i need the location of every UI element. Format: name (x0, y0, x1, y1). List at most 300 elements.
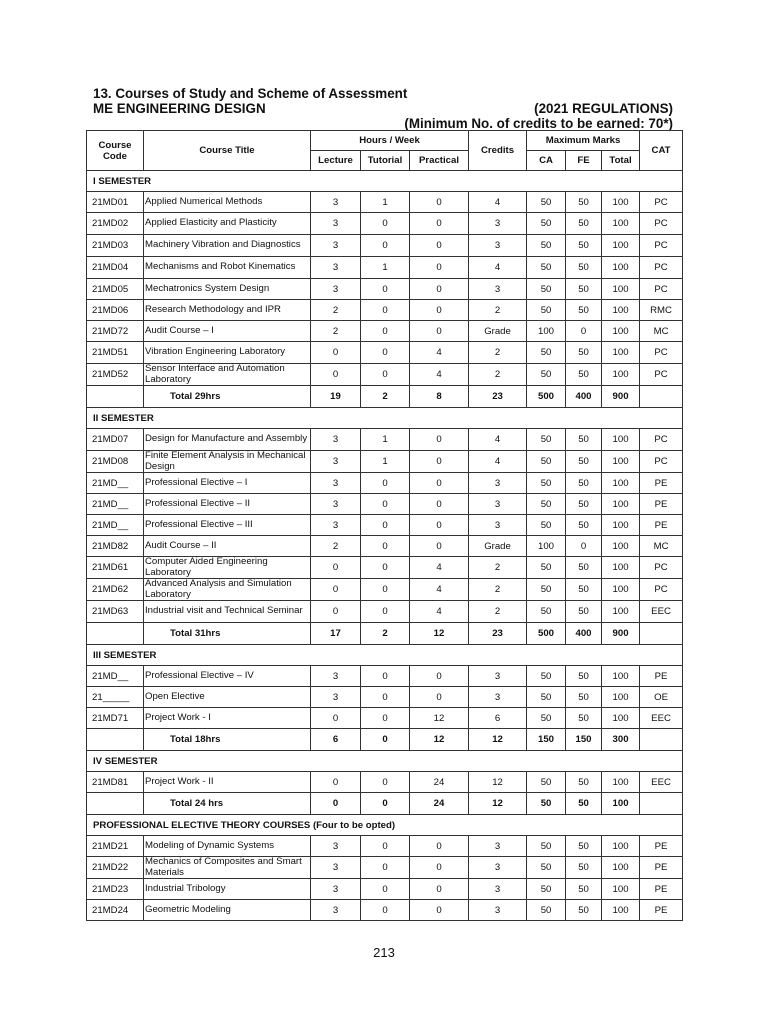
course-title-cell: Audit Course – II (144, 536, 311, 557)
tutorial-cell: 0 (361, 900, 410, 921)
practical-cell: 4 (410, 342, 469, 364)
ca-cell: 50 (527, 772, 566, 793)
lecture-cell: 3 (311, 879, 361, 900)
course-title-cell: Mechatronics System Design (144, 279, 311, 300)
total-cell: 100 (602, 601, 640, 623)
tutorial-cell: 0 (361, 557, 410, 579)
course-title-cell: Applied Elasticity and Plasticity (144, 213, 311, 235)
course-code-cell: 21MD05 (87, 279, 144, 300)
tutorial-cell: 0 (361, 235, 410, 257)
total-cell: 100 (602, 708, 640, 729)
table-row (87, 235, 683, 257)
table-row (87, 579, 683, 601)
lecture-cell: 0 (311, 557, 361, 579)
lecture-cell: 2 (311, 321, 361, 342)
total-row (87, 623, 683, 645)
practical-cell: 0 (410, 836, 469, 857)
total-cat-cell (640, 623, 683, 645)
credits-cell: 3 (469, 879, 527, 900)
page-number: 213 (373, 945, 395, 960)
table-row (87, 494, 683, 515)
table-row (87, 836, 683, 857)
cat-cell: PC (640, 257, 683, 279)
credits-cell: 3 (469, 687, 527, 708)
total-lecture-cell: 6 (311, 729, 361, 751)
col-course-title: Course Title (144, 131, 311, 171)
col-tutorial: Tutorial (361, 151, 410, 171)
course-code-cell: 21MD06 (87, 300, 144, 321)
course-title-cell: Finite Element Analysis in Mechanical Design (144, 451, 311, 473)
ca-cell: 50 (527, 342, 566, 364)
tutorial-cell: 0 (361, 836, 410, 857)
cat-cell: MC (640, 321, 683, 342)
section-header-row (87, 171, 683, 192)
course-scheme-table (86, 130, 683, 921)
practical-cell: 0 (410, 321, 469, 342)
col-course-code: Course Code (87, 131, 144, 171)
fe-cell: 50 (566, 429, 602, 451)
table-row (87, 879, 683, 900)
credits-cell: Grade (469, 536, 527, 557)
credits-cell: 3 (469, 473, 527, 494)
total-row (87, 729, 683, 751)
course-title-cell: Open Elective (144, 687, 311, 708)
fe-cell: 50 (566, 279, 602, 300)
cat-cell: PE (640, 900, 683, 921)
fe-cell: 50 (566, 579, 602, 601)
lecture-cell: 3 (311, 857, 361, 879)
total-practical-cell: 12 (410, 623, 469, 645)
tutorial-cell: 1 (361, 257, 410, 279)
fe-cell: 50 (566, 879, 602, 900)
col-cat: CAT (640, 131, 683, 171)
lecture-cell: 3 (311, 279, 361, 300)
course-code-cell: 21MD81 (87, 772, 144, 793)
cat-cell: RMC (640, 300, 683, 321)
cat-cell: PC (640, 557, 683, 579)
tutorial-cell: 0 (361, 666, 410, 687)
cat-cell: PE (640, 836, 683, 857)
total-label-cell: Total 24 hrs (144, 793, 311, 815)
ca-cell: 50 (527, 579, 566, 601)
total-fe-cell: 150 (566, 729, 602, 751)
course-code-cell: 21MD72 (87, 321, 144, 342)
course-code-cell: 21MD08 (87, 451, 144, 473)
lecture-cell: 2 (311, 300, 361, 321)
lecture-cell: 0 (311, 708, 361, 729)
practical-cell: 4 (410, 364, 469, 386)
credits-cell: Grade (469, 321, 527, 342)
total-cell: 100 (602, 666, 640, 687)
course-code-cell: 21MD24 (87, 900, 144, 921)
cat-cell: PE (640, 473, 683, 494)
table-row (87, 279, 683, 300)
total-cell: 100 (602, 900, 640, 921)
tutorial-cell: 0 (361, 213, 410, 235)
practical-cell: 0 (410, 429, 469, 451)
practical-cell: 0 (410, 857, 469, 879)
section-header-row (87, 751, 683, 772)
total-cell: 100 (602, 557, 640, 579)
credits-cell: 4 (469, 451, 527, 473)
fe-cell: 0 (566, 536, 602, 557)
col-total: Total (602, 151, 640, 171)
credits-cell: 2 (469, 364, 527, 386)
table-row (87, 364, 683, 386)
course-code-cell: 21MD07 (87, 429, 144, 451)
table-body (87, 171, 683, 921)
course-code-cell: 21MD__ (87, 494, 144, 515)
cat-cell: PE (640, 879, 683, 900)
credits-cell: 2 (469, 300, 527, 321)
course-title-cell: Applied Numerical Methods (144, 192, 311, 213)
total-cat-cell (640, 729, 683, 751)
course-code-cell: 21MD01 (87, 192, 144, 213)
total-fe-cell: 400 (566, 623, 602, 645)
credits-cell: 2 (469, 601, 527, 623)
total-cat-cell (640, 386, 683, 408)
regulations-label: (2021 REGULATIONS) (534, 101, 673, 116)
ca-cell: 50 (527, 364, 566, 386)
total-cell: 100 (602, 300, 640, 321)
tutorial-cell: 0 (361, 857, 410, 879)
course-code-cell: 21MD22 (87, 857, 144, 879)
ca-cell: 50 (527, 213, 566, 235)
fe-cell: 50 (566, 515, 602, 536)
col-practical: Practical (410, 151, 469, 171)
lecture-cell: 2 (311, 536, 361, 557)
practical-cell: 0 (410, 192, 469, 213)
total-cat-cell (640, 793, 683, 815)
total-total-cell: 900 (602, 386, 640, 408)
tutorial-cell: 0 (361, 473, 410, 494)
total-practical-cell: 24 (410, 793, 469, 815)
col-fe: FE (566, 151, 602, 171)
cat-cell: PC (640, 192, 683, 213)
course-title-cell: Mechanisms and Robot Kinematics (144, 257, 311, 279)
table-row (87, 772, 683, 793)
cat-cell: PE (640, 666, 683, 687)
course-code-cell: 21MD21 (87, 836, 144, 857)
fe-cell: 50 (566, 300, 602, 321)
practical-cell: 0 (410, 257, 469, 279)
practical-cell: 0 (410, 235, 469, 257)
fe-cell: 50 (566, 708, 602, 729)
credits-cell: 12 (469, 772, 527, 793)
course-code-cell: 21MD23 (87, 879, 144, 900)
course-code-cell: 21MD__ (87, 666, 144, 687)
ca-cell: 100 (527, 536, 566, 557)
fe-cell: 50 (566, 213, 602, 235)
ca-cell: 50 (527, 836, 566, 857)
course-code-cell: 21MD02 (87, 213, 144, 235)
ca-cell: 50 (527, 235, 566, 257)
course-code-cell: 21MD03 (87, 235, 144, 257)
ca-cell: 50 (527, 192, 566, 213)
total-cell: 100 (602, 536, 640, 557)
credits-cell: 3 (469, 515, 527, 536)
section-title: II SEMESTER (87, 408, 683, 429)
total-ca-cell: 150 (527, 729, 566, 751)
course-title-cell: Modeling of Dynamic Systems (144, 836, 311, 857)
practical-cell: 4 (410, 601, 469, 623)
practical-cell: 0 (410, 451, 469, 473)
total-empty-cell (87, 729, 144, 751)
table-row (87, 192, 683, 213)
total-practical-cell: 12 (410, 729, 469, 751)
credits-cell: 3 (469, 666, 527, 687)
cat-cell: PE (640, 515, 683, 536)
course-title-cell: Mechanics of Composites and Smart Materials (144, 857, 311, 879)
total-total-cell: 900 (602, 623, 640, 645)
total-tutorial-cell: 2 (361, 386, 410, 408)
total-cell: 100 (602, 772, 640, 793)
fe-cell: 0 (566, 321, 602, 342)
cat-cell: PC (640, 451, 683, 473)
ca-cell: 100 (527, 321, 566, 342)
cat-cell: PC (640, 342, 683, 364)
tutorial-cell: 0 (361, 321, 410, 342)
practical-cell: 4 (410, 557, 469, 579)
ca-cell: 50 (527, 515, 566, 536)
ca-cell: 50 (527, 451, 566, 473)
total-lecture-cell: 17 (311, 623, 361, 645)
tutorial-cell: 0 (361, 536, 410, 557)
tutorial-cell: 0 (361, 601, 410, 623)
tutorial-cell: 1 (361, 192, 410, 213)
section-title: PROFESSIONAL ELECTIVE THEORY COURSES (Four to be opted) (87, 815, 683, 836)
total-cell: 100 (602, 279, 640, 300)
fe-cell: 50 (566, 772, 602, 793)
course-title-cell: Design for Manufacture and Assembly (144, 429, 311, 451)
table-row (87, 857, 683, 879)
cat-cell: MC (640, 536, 683, 557)
fe-cell: 50 (566, 342, 602, 364)
total-cell: 100 (602, 451, 640, 473)
lecture-cell: 0 (311, 342, 361, 364)
tutorial-cell: 1 (361, 429, 410, 451)
ca-cell: 50 (527, 279, 566, 300)
course-title-cell: Vibration Engineering Laboratory (144, 342, 311, 364)
ca-cell: 50 (527, 687, 566, 708)
course-title-cell: Audit Course – I (144, 321, 311, 342)
total-cell: 100 (602, 213, 640, 235)
total-ca-cell: 500 (527, 386, 566, 408)
total-cell: 100 (602, 257, 640, 279)
course-code-cell: 21MD__ (87, 515, 144, 536)
total-credits-cell: 23 (469, 386, 527, 408)
tutorial-cell: 0 (361, 772, 410, 793)
lecture-cell: 3 (311, 666, 361, 687)
section-header-row (87, 408, 683, 429)
fe-cell: 50 (566, 494, 602, 515)
total-row (87, 386, 683, 408)
lecture-cell: 3 (311, 494, 361, 515)
total-cell: 100 (602, 515, 640, 536)
practical-cell: 12 (410, 708, 469, 729)
tutorial-cell: 0 (361, 515, 410, 536)
course-title-cell: Research Methodology and IPR (144, 300, 311, 321)
credits-cell: 2 (469, 579, 527, 601)
course-title-cell: Geometric Modeling (144, 900, 311, 921)
practical-cell: 0 (410, 279, 469, 300)
section-header-row (87, 815, 683, 836)
course-title-cell: Professional Elective – III (144, 515, 311, 536)
table-row (87, 666, 683, 687)
credits-cell: 3 (469, 213, 527, 235)
ca-cell: 50 (527, 300, 566, 321)
total-tutorial-cell: 0 (361, 729, 410, 751)
total-empty-cell (87, 386, 144, 408)
total-tutorial-cell: 2 (361, 623, 410, 645)
ca-cell: 50 (527, 879, 566, 900)
cat-cell: PC (640, 279, 683, 300)
table-row (87, 515, 683, 536)
practical-cell: 0 (410, 666, 469, 687)
credits-cell: 4 (469, 429, 527, 451)
cat-cell: PC (640, 213, 683, 235)
section-header-row (87, 645, 683, 666)
total-lecture-cell: 0 (311, 793, 361, 815)
col-lecture: Lecture (311, 151, 361, 171)
ca-cell: 50 (527, 429, 566, 451)
total-cell: 100 (602, 687, 640, 708)
tutorial-cell: 0 (361, 579, 410, 601)
total-fe-cell: 400 (566, 386, 602, 408)
course-title-cell: Industrial Tribology (144, 879, 311, 900)
tutorial-cell: 0 (361, 279, 410, 300)
lecture-cell: 3 (311, 687, 361, 708)
total-cell: 100 (602, 857, 640, 879)
lecture-cell: 3 (311, 515, 361, 536)
credits-cell: 6 (469, 708, 527, 729)
course-title-cell: Project Work - I (144, 708, 311, 729)
lecture-cell: 3 (311, 473, 361, 494)
total-cell: 100 (602, 879, 640, 900)
total-credits-cell: 12 (469, 729, 527, 751)
credits-cell: 2 (469, 342, 527, 364)
tutorial-cell: 0 (361, 300, 410, 321)
ca-cell: 50 (527, 857, 566, 879)
cat-cell: PE (640, 494, 683, 515)
total-cell: 100 (602, 579, 640, 601)
tutorial-cell: 0 (361, 364, 410, 386)
fe-cell: 50 (566, 473, 602, 494)
table-row (87, 213, 683, 235)
section-title: III SEMESTER (87, 645, 683, 666)
lecture-cell: 3 (311, 836, 361, 857)
total-label-cell: Total 18hrs (144, 729, 311, 751)
total-cell: 100 (602, 342, 640, 364)
total-label-cell: Total 29hrs (144, 386, 311, 408)
document-heading: 13. Courses of Study and Scheme of Assessment (93, 86, 408, 101)
lecture-cell: 3 (311, 213, 361, 235)
fe-cell: 50 (566, 364, 602, 386)
cat-cell: EEC (640, 601, 683, 623)
credits-cell: 3 (469, 857, 527, 879)
practical-cell: 4 (410, 579, 469, 601)
credits-cell: 3 (469, 836, 527, 857)
lecture-cell: 0 (311, 772, 361, 793)
fe-cell: 50 (566, 687, 602, 708)
practical-cell: 0 (410, 687, 469, 708)
total-credits-cell: 12 (469, 793, 527, 815)
credits-cell: 3 (469, 494, 527, 515)
table-row (87, 321, 683, 342)
table-row (87, 342, 683, 364)
practical-cell: 0 (410, 900, 469, 921)
table-row (87, 429, 683, 451)
table-header (87, 131, 683, 171)
fe-cell: 50 (566, 900, 602, 921)
practical-cell: 0 (410, 473, 469, 494)
total-fe-cell: 50 (566, 793, 602, 815)
fe-cell: 50 (566, 257, 602, 279)
tutorial-cell: 0 (361, 708, 410, 729)
cat-cell: OE (640, 687, 683, 708)
course-title-cell: Professional Elective – II (144, 494, 311, 515)
total-lecture-cell: 19 (311, 386, 361, 408)
table-row (87, 536, 683, 557)
cat-cell: PC (640, 429, 683, 451)
ca-cell: 50 (527, 557, 566, 579)
credits-cell: 4 (469, 257, 527, 279)
fe-cell: 50 (566, 557, 602, 579)
total-label-cell: Total 31hrs (144, 623, 311, 645)
course-code-cell: 21MD52 (87, 364, 144, 386)
credits-cell: 2 (469, 557, 527, 579)
table-row (87, 473, 683, 494)
course-code-cell: 21MD63 (87, 601, 144, 623)
lecture-cell: 3 (311, 235, 361, 257)
practical-cell: 0 (410, 213, 469, 235)
course-code-cell: 21_____ (87, 687, 144, 708)
total-cell: 100 (602, 321, 640, 342)
total-ca-cell: 500 (527, 623, 566, 645)
col-maximum-marks: Maximum Marks (527, 131, 640, 151)
lecture-cell: 0 (311, 364, 361, 386)
total-practical-cell: 8 (410, 386, 469, 408)
course-code-cell: 21MD71 (87, 708, 144, 729)
table-row (87, 557, 683, 579)
section-title: I SEMESTER (87, 171, 683, 192)
col-hours-per-week: Hours / Week (311, 131, 469, 151)
course-title-cell: Professional Elective – IV (144, 666, 311, 687)
course-title-cell: Project Work - II (144, 772, 311, 793)
course-code-cell: 21MD62 (87, 579, 144, 601)
total-row (87, 793, 683, 815)
col-credits: Credits (469, 131, 527, 171)
total-total-cell: 300 (602, 729, 640, 751)
total-cell: 100 (602, 192, 640, 213)
fe-cell: 50 (566, 666, 602, 687)
course-title-cell: Professional Elective – I (144, 473, 311, 494)
section-title: IV SEMESTER (87, 751, 683, 772)
practical-cell: 0 (410, 300, 469, 321)
total-cell: 100 (602, 473, 640, 494)
fe-cell: 50 (566, 601, 602, 623)
fe-cell: 50 (566, 836, 602, 857)
practical-cell: 24 (410, 772, 469, 793)
ca-cell: 50 (527, 473, 566, 494)
col-ca: CA (527, 151, 566, 171)
cat-cell: PC (640, 579, 683, 601)
table-row (87, 300, 683, 321)
table-row (87, 687, 683, 708)
credits-cell: 3 (469, 900, 527, 921)
course-code-cell: 21MD04 (87, 257, 144, 279)
cat-cell: PE (640, 857, 683, 879)
